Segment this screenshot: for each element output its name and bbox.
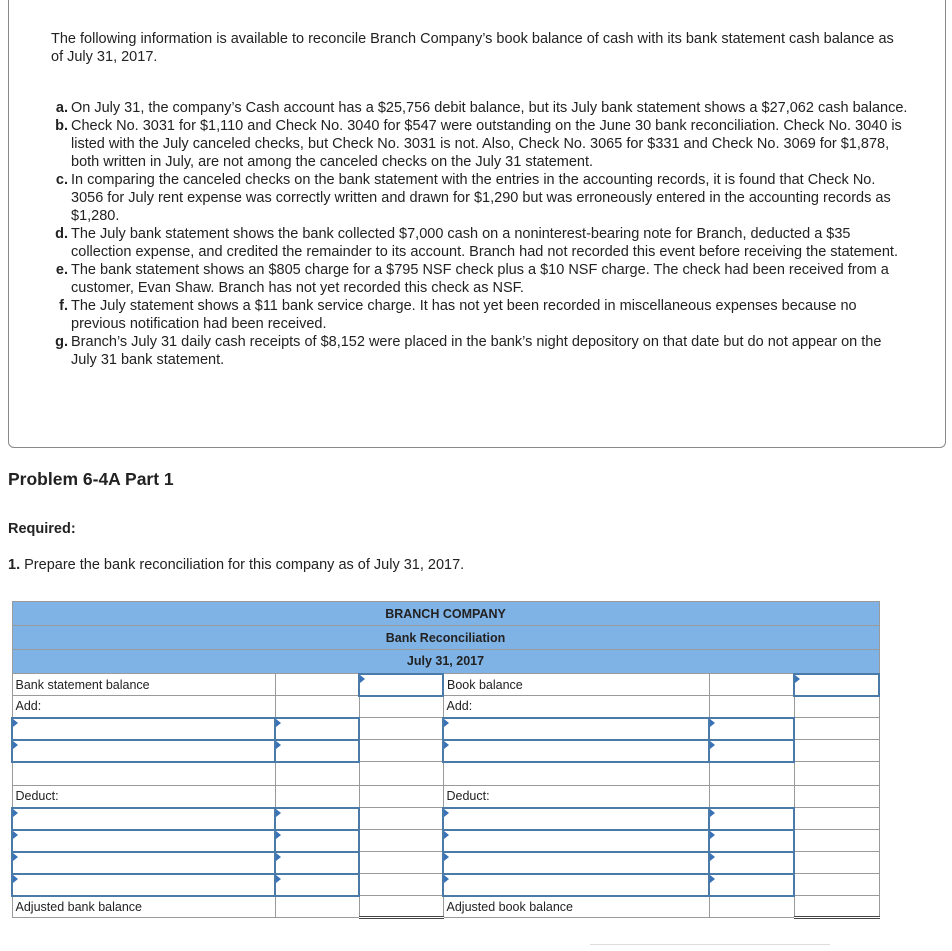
blank-cell (275, 674, 359, 696)
book-deduct-desc-input[interactable] (443, 808, 709, 830)
blank-cell (359, 740, 443, 762)
info-item-b (51, 117, 911, 171)
blank-cell (709, 762, 794, 786)
company-name: BRANCH COMPANY (12, 602, 879, 626)
bank-balance-input[interactable] (359, 674, 443, 696)
bank-subtotal-cell (359, 762, 443, 786)
info-item-a (51, 99, 911, 117)
bank-add-amount-input[interactable] (275, 740, 359, 762)
blank-cell (359, 808, 443, 830)
book-balance-label: Book balance (443, 674, 709, 696)
book-deduct-amount-input[interactable] (709, 852, 794, 874)
bank-add-desc-input[interactable] (12, 718, 275, 740)
bank-deduct-desc-input[interactable] (12, 874, 275, 896)
blank-cell (794, 830, 879, 852)
blank-cell (794, 718, 879, 740)
subtotal-row (12, 762, 879, 786)
bank-deduct-amount-input[interactable] (275, 830, 359, 852)
item-text: The bank statement shows an $805 charge for a $795 NSF check plus a $10 NSF charge. The check had been received from a customer, Evan Shaw. Branch has not yet recorded this check as NSF. (71, 262, 889, 296)
deduct-row-4 (12, 874, 879, 896)
book-deduct-desc-input[interactable] (443, 830, 709, 852)
instruction (8, 557, 464, 573)
adjusted-bank-label: Adjusted bank balance (12, 896, 275, 918)
blank-cell (709, 896, 794, 918)
blank-cell (794, 786, 879, 808)
adjusted-bank-total (359, 896, 443, 918)
bank-deduct-desc-input[interactable] (12, 830, 275, 852)
book-add-label: Add: (443, 696, 709, 718)
book-deduct-amount-input[interactable] (709, 808, 794, 830)
item-letter: d. (55, 226, 68, 242)
book-deduct-amount-input[interactable] (709, 874, 794, 896)
bank-add-amount-input[interactable] (275, 718, 359, 740)
deduct-label-row (12, 786, 879, 808)
book-deduct-amount-input[interactable] (709, 830, 794, 852)
problem-title: Problem 6-4A Part 1 (8, 469, 174, 489)
book-add-amount-input[interactable] (709, 718, 794, 740)
deduct-row-1 (12, 808, 879, 830)
instruction-text: Prepare the bank reconciliation for this company as of July 31, 2017. (24, 557, 465, 573)
header-row-company (12, 602, 879, 626)
item-letter: a. (55, 100, 68, 116)
book-add-desc-input[interactable] (443, 718, 709, 740)
blank-cell (359, 852, 443, 874)
item-text: On July 31, the company’s Cash account has a $25,756 debit balance, but its July bank statement shows a $27,062 cash balance. (71, 100, 908, 116)
add-label-row (12, 696, 879, 718)
item-text: Branch’s July 31 daily cash receipts of $8,152 were placed in the bank’s night depository on that date but do not appear on the July 31 bank statement. (71, 334, 882, 368)
book-subtotal-cell (794, 762, 879, 786)
blank-cell (359, 696, 443, 718)
statement-date: July 31, 2017 (12, 650, 879, 674)
blank-cell (709, 674, 794, 696)
blank-cell (709, 696, 794, 718)
blank-cell (794, 874, 879, 896)
item-letter: c. (55, 172, 68, 188)
blank-cell (275, 762, 359, 786)
item-text: In comparing the canceled checks on the bank statement with the entries in the accounting records, it is found that Check No. 3056 for July rent expense was correctly written and drawn for $1,290 but was erroneously entered in the accounting records as $1,280. (71, 172, 891, 224)
item-text: Check No. 3031 for $1,110 and Check No. 3040 for $547 were outstanding on the June 30 bank reconciliation. Check No. 3040 is listed with the July canceled checks, but Check No. 3031 is not. Also, Check No. 3065 for $331 and Check No. 3069 for $1,878, both written in July, are not among the canceled checks on the July 31 statement. (71, 118, 902, 170)
balance-row (12, 674, 879, 696)
footer-divider (590, 944, 830, 945)
bank-deduct-desc-input[interactable] (12, 808, 275, 830)
item-text: The July statement shows a $11 bank service charge. It has not yet been recorded in miscellaneous expenses because no previous notification had been received. (71, 298, 857, 332)
bank-add-row-2 (12, 740, 879, 762)
info-item-c (51, 171, 911, 225)
blank-cell (359, 874, 443, 896)
required-label: Required: (8, 521, 76, 537)
info-item-e (51, 261, 911, 297)
adjusted-book-total (794, 896, 879, 918)
header-row-date (12, 650, 879, 674)
blank-cell (275, 696, 359, 718)
adjusted-balance-row (12, 896, 879, 918)
blank-cell (794, 696, 879, 718)
blank-cell (12, 762, 275, 786)
blank-cell (443, 762, 709, 786)
blank-cell (275, 896, 359, 918)
deduct-row-3 (12, 852, 879, 874)
header-row-title (12, 626, 879, 650)
bank-deduct-amount-input[interactable] (275, 874, 359, 896)
blank-cell (794, 740, 879, 762)
bank-add-label: Add: (12, 696, 275, 718)
item-letter: e. (55, 262, 68, 278)
blank-cell (275, 786, 359, 808)
info-items-list (51, 99, 911, 369)
blank-cell (359, 786, 443, 808)
book-deduct-label: Deduct: (443, 786, 709, 808)
blank-cell (709, 786, 794, 808)
info-item-f (51, 297, 911, 333)
bank-add-desc-input[interactable] (12, 740, 275, 762)
book-balance-input[interactable] (794, 674, 879, 696)
adjusted-book-label: Adjusted book balance (443, 896, 709, 918)
bank-deduct-label: Deduct: (12, 786, 275, 808)
item-letter: g. (55, 334, 68, 350)
blank-cell (794, 808, 879, 830)
deduct-row-2 (12, 830, 879, 852)
intro-text: The following information is available to reconcile Branch Company’s book balance of cash with its bank statement cash balance as of July 31, 2017. (51, 31, 894, 65)
item-letter: b. (55, 118, 68, 134)
bank-reconciliation-table (11, 601, 880, 919)
book-add-amount-input[interactable] (709, 740, 794, 762)
book-add-desc-input[interactable] (443, 740, 709, 762)
blank-cell (794, 852, 879, 874)
blank-cell (359, 830, 443, 852)
bank-deduct-desc-input[interactable] (12, 852, 275, 874)
instruction-number: 1. (8, 557, 21, 573)
bank-deduct-amount-input[interactable] (275, 852, 359, 874)
info-item-g (51, 333, 911, 369)
item-text: The July bank statement shows the bank collected $7,000 cash on a noninterest-bearing note for Branch, deducted a $35 collection expense, and credited the remainder to its account. Branch had not recorded this event before receiving the statement. (71, 226, 898, 260)
statement-title: Bank Reconciliation (12, 626, 879, 650)
book-deduct-desc-input[interactable] (443, 874, 709, 896)
bank-balance-label: Bank statement balance (12, 674, 275, 696)
item-letter: f. (59, 298, 68, 314)
info-item-d (51, 225, 911, 261)
bank-deduct-amount-input[interactable] (275, 808, 359, 830)
blank-cell (359, 718, 443, 740)
book-deduct-desc-input[interactable] (443, 852, 709, 874)
bank-add-row-1 (12, 718, 879, 740)
